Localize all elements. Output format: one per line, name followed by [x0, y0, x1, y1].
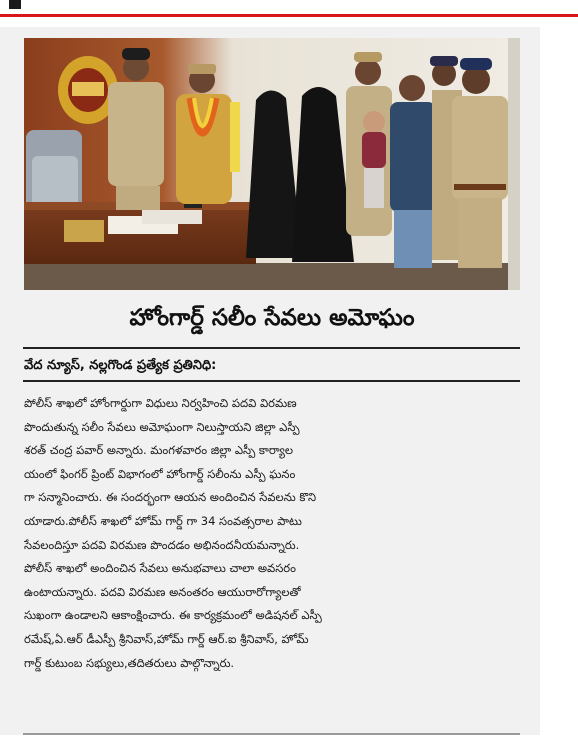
red-divider-rule — [0, 14, 578, 17]
article-line: రమేష్,ఏ.ఆర్ డీఎస్పీ శ్రీనివాస్,హోమ్ గార్డ్ ఆర్.ఐ శ్రీనివాస్, హోమ్ — [24, 631, 309, 646]
article-line: శరత్ చంద్ర పవార్ అన్నారు. మంగళవారం జిల్లా ఎస్పీ కార్యాల — [24, 443, 294, 458]
headline-divider — [23, 347, 520, 349]
article-line: పోలీస్ శాఖలో అందించిన సేవలు అనుభవాలు చాలా అవసరం — [24, 561, 296, 576]
article-line: పోలీస్ శాఖలో హోంగార్డుగా విధులు నిర్వహించి పదవి విరమణ — [24, 396, 297, 410]
headline: హోంగార్డ్ సలీం సేవలు అమోఘం — [129, 305, 415, 331]
ceremony-photo — [24, 38, 520, 290]
article-line: సుఖంగా ఉండాలని ఆకాంక్షించారు. ఈ కార్యక్రమంలో అడిషనల్ ఎస్పీ — [24, 608, 322, 623]
article-line: గార్డ్ కుటుంబ సభ్యులు,తదితరులు పాల్గొన్నారు. — [24, 655, 235, 670]
bottom-divider — [23, 733, 520, 735]
byline-divider — [23, 380, 520, 382]
article-body — [24, 392, 520, 722]
article-line: యాడారు.పోలీస్ శాఖలో హోమ్ గార్డ్ గా 34 సంవత్సరాల పాటు — [24, 513, 302, 528]
article-line: పొందుతున్న సలీం సేవలు అమోఘంగా నిలుస్తాయని జిల్లా ఎస్పీ — [24, 419, 300, 434]
article-line: ఉంటాయన్నారు. పదవి విరమణ అనంతరం ఆయురారోగ్యాలతో — [24, 584, 301, 599]
previous-article-fragment — [9, 0, 21, 9]
article-line: యంలో ఫింగర్ ప్రింట్ విభాగంలో హోంగార్డ్ సలీంను ఎస్పీ ఘనం — [24, 466, 296, 481]
article-line: గా సన్మానించారు. ఈ సందర్భంగా ఆయన అందించిన సేవలను కొని — [24, 490, 317, 505]
byline: వేద న్యూస్, నల్లగొండ ప్రత్యేక ప్రతినిధి: — [24, 358, 217, 373]
article-line: సేవలందిస్తూ పదవి విరమణ పొందడం అభినందనీయమన్నారు. — [24, 537, 300, 552]
